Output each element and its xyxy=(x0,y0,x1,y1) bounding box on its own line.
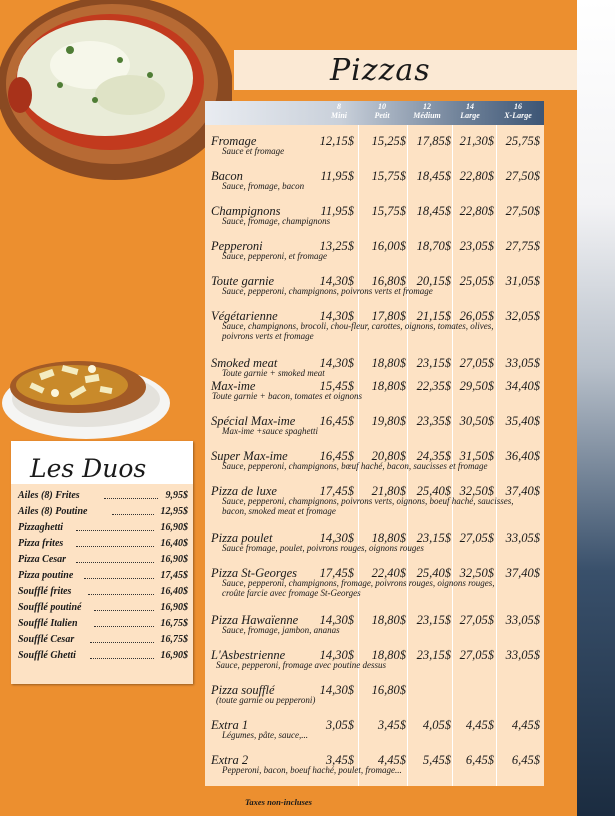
duo-name: Pizza Cesar xyxy=(18,554,67,565)
pizza-item xyxy=(0,683,615,713)
duo-name: Ailes (8) Frites xyxy=(18,490,80,501)
price-large: 27,05$ xyxy=(459,356,494,370)
duo-name: Soufflé poutiné xyxy=(18,602,82,613)
price-medium: 22,35$ xyxy=(416,379,451,393)
price-xlarge: 37,40$ xyxy=(505,566,540,580)
price-medium: 4,05$ xyxy=(422,718,451,732)
price-large: 31,50$ xyxy=(459,449,494,463)
price-mini: 13,25$ xyxy=(319,239,354,253)
price-large: 32,50$ xyxy=(459,566,494,580)
price-mini: 14,30$ xyxy=(319,613,354,627)
price-petit: 15,25$ xyxy=(371,134,406,148)
dot-leader xyxy=(94,610,154,611)
pizza-name: Végétarienne xyxy=(211,309,278,323)
price-xlarge: 33,05$ xyxy=(505,356,540,370)
price-medium: 23,15$ xyxy=(416,613,451,627)
duo-price: 16,75$ xyxy=(160,618,188,629)
size-header-xlarge: 16 X-Large xyxy=(504,102,532,120)
price-mini: 14,30$ xyxy=(319,683,354,697)
duo-item xyxy=(18,585,188,601)
pizza-name: Extra 1 xyxy=(211,718,249,732)
price-petit: 18,80$ xyxy=(371,613,406,627)
duo-price: 16,40$ xyxy=(160,538,188,549)
duo-name: Soufflé Cesar xyxy=(18,634,75,645)
pizzas-title: Pizzas xyxy=(330,53,431,88)
pizza-name: L'Asbestrienne xyxy=(211,648,286,662)
duo-item xyxy=(18,617,188,633)
price-petit: 16,00$ xyxy=(371,239,406,253)
pizza-name: Extra 2 xyxy=(211,753,249,767)
duos-title: Les Duos xyxy=(30,454,147,483)
price-xlarge: 35,40$ xyxy=(505,414,540,428)
pizza-description: Sauce, fromage, bacon xyxy=(222,181,305,191)
duo-name: Pizza frites xyxy=(18,538,64,549)
price-large: 22,80$ xyxy=(459,204,494,218)
price-xlarge: 36,40$ xyxy=(505,449,540,463)
price-xlarge: 37,40$ xyxy=(505,484,540,498)
pizza-description: Sauce, pepperoni, champignons, poivrons verts, oignons, boeuf haché, saucisses, bacon, smoked meat et fromage xyxy=(222,496,514,516)
dot-leader xyxy=(88,594,154,595)
pizza-description: (toute garnie ou pepperoni) xyxy=(216,695,316,705)
pizza-name: Toute garnie xyxy=(211,274,275,288)
pizza-item xyxy=(0,753,615,783)
price-petit: 20,80$ xyxy=(371,449,406,463)
dot-leader xyxy=(112,514,154,515)
price-xlarge: 25,75$ xyxy=(505,134,540,148)
price-petit: 21,80$ xyxy=(371,484,406,498)
duo-item xyxy=(18,537,188,553)
duo-item xyxy=(18,633,188,649)
price-xlarge: 33,05$ xyxy=(505,531,540,545)
duo-name: Pizza poutine xyxy=(18,570,74,581)
pizza-name: Pizza soufflé xyxy=(211,683,275,697)
price-xlarge: 27,50$ xyxy=(505,169,540,183)
pizza-name: Pizza Hawaïenne xyxy=(211,613,299,627)
price-mini: 3,45$ xyxy=(325,753,354,767)
duo-item xyxy=(18,649,188,665)
price-mini: 14,30$ xyxy=(319,274,354,288)
price-large: 25,05$ xyxy=(459,274,494,288)
price-medium: 18,45$ xyxy=(416,169,451,183)
price-petit: 18,80$ xyxy=(371,531,406,545)
size-header-medium: 12 Médium xyxy=(413,102,441,120)
pizza-description: Sauce, pepperoni, champignons, poivrons verts et fromage xyxy=(222,286,433,296)
pizza-item xyxy=(0,274,615,304)
dot-leader xyxy=(104,498,158,499)
price-medium: 23,35$ xyxy=(416,414,451,428)
duo-price: 16,90$ xyxy=(160,522,188,533)
pizza-name: Bacon xyxy=(211,169,243,183)
duo-name: Soufflé frites xyxy=(18,586,72,597)
pizza-name: Fromage xyxy=(211,134,257,148)
price-large: 27,05$ xyxy=(459,648,494,662)
duo-price: 17,45$ xyxy=(160,570,188,581)
price-medium: 21,15$ xyxy=(416,309,451,323)
price-mini: 14,30$ xyxy=(319,648,354,662)
price-petit: 15,75$ xyxy=(371,169,406,183)
duo-price: 9,95$ xyxy=(165,490,188,501)
pizza-description: Sauce, pepperoni, champignons, fromage, poivrons rouges, oignons rouges, croûte farcie avec fromage St-Georges xyxy=(222,578,495,598)
price-xlarge: 31,05$ xyxy=(505,274,540,288)
dot-leader xyxy=(76,530,154,531)
duo-name: Soufflé Ghetti xyxy=(18,650,76,661)
pizza-name: Pizza St-Georges xyxy=(211,566,297,580)
pizza-description: Sauce, fromage, champignons xyxy=(222,216,331,226)
duo-item xyxy=(18,521,188,537)
price-large: 26,05$ xyxy=(459,309,494,323)
price-mini: 3,05$ xyxy=(325,718,354,732)
duo-name: Soufflé Italien xyxy=(18,618,78,629)
price-mini: 11,95$ xyxy=(320,204,354,218)
pizza-item xyxy=(0,379,615,409)
pizza-description: Toute garnie + smoked meat xyxy=(222,368,325,378)
pizza-description: Sauce fromage, poulet, poivrons rouges, oignons rouges xyxy=(222,543,424,553)
pizza-description: Toute garnie + bacon, tomates et oignons xyxy=(212,391,362,401)
price-medium: 5,45$ xyxy=(422,753,451,767)
dot-leader xyxy=(90,642,154,643)
pizza-item xyxy=(0,309,615,339)
price-medium: 17,85$ xyxy=(416,134,451,148)
price-medium: 25,40$ xyxy=(416,484,451,498)
price-mini: 14,30$ xyxy=(319,531,354,545)
pizza-name: Max-ime xyxy=(211,379,256,393)
pizza-item xyxy=(0,169,615,199)
taxes-footnote: Taxes non-incluses xyxy=(245,797,312,807)
price-large: 22,80$ xyxy=(459,169,494,183)
pizza-name: Pizza poulet xyxy=(211,531,273,545)
price-large: 27,05$ xyxy=(459,613,494,627)
price-mini: 17,45$ xyxy=(319,484,354,498)
price-large: 27,05$ xyxy=(459,531,494,545)
pizza-description: Pepperoni, bacon, boeuf haché, poulet, fromage... xyxy=(222,765,402,775)
price-mini: 17,45$ xyxy=(319,566,354,580)
price-petit: 18,80$ xyxy=(371,356,406,370)
price-medium: 23,15$ xyxy=(416,531,451,545)
pizza-name: Super Max-ime xyxy=(211,449,288,463)
price-large: 6,45$ xyxy=(465,753,494,767)
pizza-name: Champignons xyxy=(211,204,281,218)
price-mini: 14,30$ xyxy=(319,309,354,323)
price-petit: 4,45$ xyxy=(377,753,406,767)
price-xlarge: 33,05$ xyxy=(505,648,540,662)
pizza-name: Pepperoni xyxy=(211,239,263,253)
price-petit: 15,75$ xyxy=(371,204,406,218)
price-mini: 15,45$ xyxy=(319,379,354,393)
price-petit: 18,80$ xyxy=(371,379,406,393)
pizza-description: Sauce et fromage xyxy=(222,146,285,156)
duo-price: 16,90$ xyxy=(160,554,188,565)
pizza-description: Sauce, pepperoni, et fromage xyxy=(222,251,328,261)
price-petit: 3,45$ xyxy=(377,718,406,732)
size-header-mini: 8 Mini xyxy=(330,102,347,120)
pizza-item xyxy=(0,414,615,444)
price-xlarge: 33,05$ xyxy=(505,613,540,627)
pizza-item xyxy=(0,718,615,748)
pizza-description: Sauce, champignons, brocoli, chou-fleur, carottes, oignons, tomates, olives, poivrons verts et fromage xyxy=(222,321,494,341)
pizza-item xyxy=(0,204,615,234)
price-petit: 22,40$ xyxy=(371,566,406,580)
duo-name: Ailes (8) Poutine xyxy=(18,506,88,517)
size-header-large: 14 Large xyxy=(460,102,480,120)
price-xlarge: 6,45$ xyxy=(511,753,540,767)
price-xlarge: 32,05$ xyxy=(505,309,540,323)
price-medium: 25,40$ xyxy=(416,566,451,580)
price-xlarge: 27,50$ xyxy=(505,204,540,218)
price-medium: 24,35$ xyxy=(416,449,451,463)
price-large: 29,50$ xyxy=(459,379,494,393)
dot-leader xyxy=(94,626,154,627)
price-mini: 14,30$ xyxy=(319,356,354,370)
price-mini: 11,95$ xyxy=(320,169,354,183)
price-large: 21,30$ xyxy=(459,134,494,148)
price-large: 32,50$ xyxy=(459,484,494,498)
price-petit: 18,80$ xyxy=(371,648,406,662)
price-xlarge: 27,75$ xyxy=(505,239,540,253)
pizza-item xyxy=(0,239,615,269)
duo-name: Pizzaghetti xyxy=(18,522,64,533)
size-header-petit: 10 Petit xyxy=(374,102,390,120)
price-medium: 20,15$ xyxy=(416,274,451,288)
dot-leader xyxy=(84,578,154,579)
price-medium: 18,45$ xyxy=(416,204,451,218)
pizza-description: Sauce, fromage, jambon, ananas xyxy=(222,625,340,635)
pizza-name: Smoked meat xyxy=(211,356,278,370)
dot-leader xyxy=(76,562,154,563)
price-large: 30,50$ xyxy=(459,414,494,428)
price-xlarge: 4,45$ xyxy=(511,718,540,732)
pizza-name: Spécial Max-ime xyxy=(211,414,296,428)
price-mini: 12,15$ xyxy=(319,134,354,148)
pizza-description: Sauce, pepperoni, fromage avec poutine dessus xyxy=(216,660,387,670)
duos-panel xyxy=(11,441,193,684)
price-petit: 19,80$ xyxy=(371,414,406,428)
price-medium: 18,70$ xyxy=(416,239,451,253)
price-medium: 23,15$ xyxy=(416,356,451,370)
price-mini: 16,45$ xyxy=(319,449,354,463)
price-petit: 16,80$ xyxy=(371,683,406,697)
price-large: 4,45$ xyxy=(465,718,494,732)
price-large: 23,05$ xyxy=(459,239,494,253)
pizza-description: Sauce, pepperoni, champignons, bœuf haché, bacon, saucisses et fromage xyxy=(222,461,488,471)
price-petit: 16,80$ xyxy=(371,274,406,288)
dot-leader xyxy=(76,546,154,547)
pizza-item xyxy=(0,134,615,164)
price-petit: 17,80$ xyxy=(371,309,406,323)
duo-item xyxy=(18,489,188,505)
duo-price: 16,40$ xyxy=(160,586,188,597)
duo-price: 12,95$ xyxy=(160,506,188,517)
price-mini: 16,45$ xyxy=(319,414,354,428)
duo-price: 16,90$ xyxy=(160,650,188,661)
pizza-name: Pizza de luxe xyxy=(211,484,277,498)
duo-item xyxy=(18,601,188,617)
duo-item xyxy=(18,505,188,521)
pizza-description: Max-ime +sauce spaghetti xyxy=(222,426,319,436)
duo-item xyxy=(18,569,188,585)
price-xlarge: 34,40$ xyxy=(505,379,540,393)
duo-item xyxy=(18,553,188,569)
pizza-description: Légumes, pâte, sauce,... xyxy=(222,730,308,740)
dot-leader xyxy=(90,658,154,659)
price-medium: 23,15$ xyxy=(416,648,451,662)
duo-price: 16,75$ xyxy=(160,634,188,645)
duo-price: 16,90$ xyxy=(160,602,188,613)
